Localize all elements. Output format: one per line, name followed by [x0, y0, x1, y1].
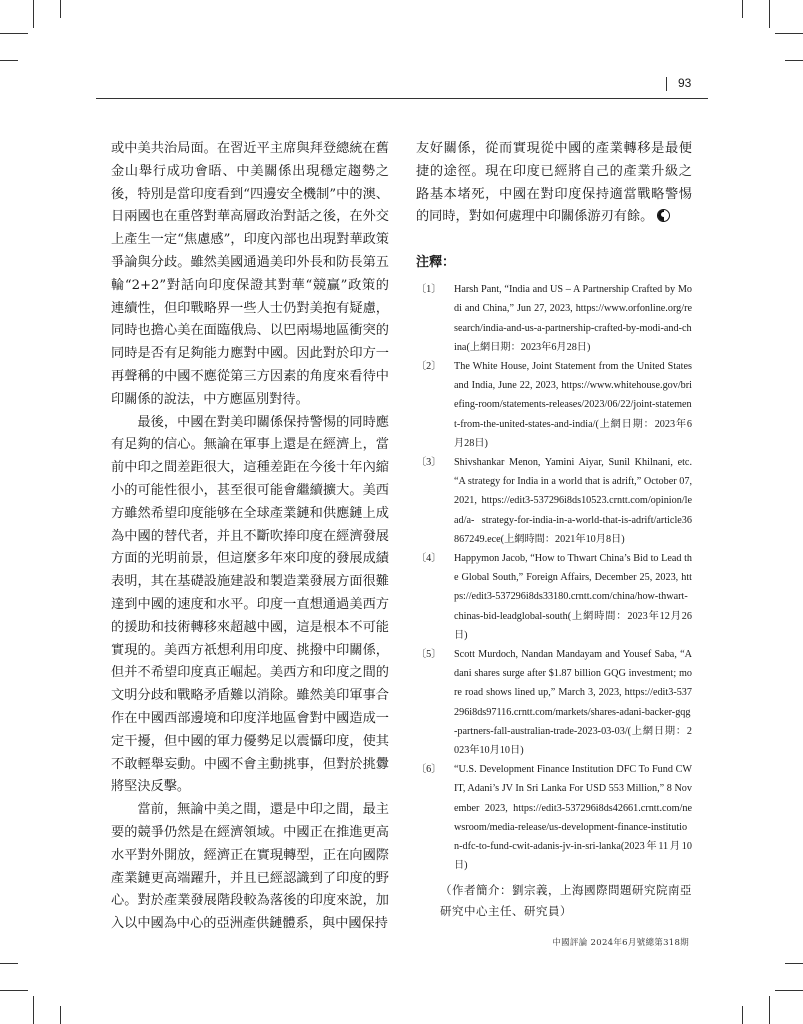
crop-mark: [775, 990, 803, 991]
body-paragraph: 最後，中國在對美印關係保持警惕的同時應有足夠的信心。無論在軍事上還是在經濟上，當前中印之間差距很大，這種差距在今後十年內縮小的可能性很小，甚至很可能會繼續擴大。美西方雖然希望印度能够在全球產業鏈和供應鏈上成為中國的替代者，并且不斷吹捧印度在經濟發展方面的光明前景，但這麼多年來印度的發展成績表明，其在基礎設施建設和製造業發展方面很難達到中國的速度和水平。印度一直想通過美西方的援助和技術轉移來超越中國，這是根本不可能實現的。美西方祇想利用印度、挑撥中印關係，但并不希望印度真正崛起。美西方和印度之間的文明分歧和戰略矛盾難以消除。雖然美印軍事合作在中國西部邊境和印度洋地區會對中國造成一定干擾，但中國的軍力優勢足以震懾印度，使其不敢輕舉妄動。中國不會主動挑事，但對於挑釁將堅決反擊。: [111, 414, 389, 795]
page-number: 93: [678, 76, 692, 90]
header-rule: [96, 98, 708, 99]
left-column: [111, 138, 389, 936]
footnote-number: 〔6〕: [416, 764, 442, 776]
footnote-number: 〔5〕: [416, 649, 442, 661]
crop-mark: [0, 33, 28, 34]
crop-mark: [769, 996, 770, 1024]
body-paragraph: [416, 138, 692, 229]
crop-mark: [742, 1006, 743, 1024]
continuation-text: 友好關係，從而實現從中國的產業轉移是最便捷的途徑。現在印度已經將自己的產業升級之路基本堵死，中國在對印度保持適當戰略警惕的同時，對如何處理中印關係游刃有餘。: [416, 141, 692, 225]
crop-mark: [785, 963, 803, 964]
crop-mark: [60, 0, 61, 18]
author-bio: （作者簡介：劉宗義，上海國際問題研究院南亞研究中心主任、研究員）: [440, 883, 692, 918]
crop-mark: [775, 33, 803, 34]
body-paragraph: 當前，無論中美之間，還是中印之間，最主要的競爭仍然是在經濟領域。中國正在推進更高水平對外開放，經濟正在實現轉型，正在向國際產業鏈更高端躍升，并且已經認識到了印度的野心。對於產業發展階段較為落後的印度來說，加入以中國為中心的亞洲產供鏈體系，與中國保持: [111, 802, 389, 932]
footnote-text: Happymon Jacob, “How to Thwart China’s Bid to Lead the Global South,” Foreign Affairs, December 25, 2023, https://edit3-537296i8ds33180.crntt.com/china/how-thwart-chinas-bid-leadglobal-south(上網時間：2023年12月26日): [454, 553, 692, 641]
crop-mark: [60, 1006, 61, 1024]
crop-mark: [33, 996, 34, 1024]
footnote-text: Harsh Pant, “India and US – A Partnership Crafted by Modi and China,” Jun 27, 2023, https://www.orfonline.org/research/india-and-us-a-partnership-crafted-by-modi-and-china(上網日期：2023年6月28日): [454, 284, 692, 353]
footnote: [416, 760, 692, 875]
crop-mark: [0, 990, 28, 991]
footnote: [416, 280, 692, 357]
footnote-text: Shivshankar Menon, Yamini Aiyar, Sunil Khilnani, etc. “A strategy for India in a world that is adrift,” October 07, 2021, https://edit3-537296i8ds10523.crntt.com/opinion/lead/a- strategy-for-india-in-a-world-that-is-adrift/article36867249.ece(上網時間：2021年10月8日): [454, 457, 692, 545]
crop-mark: [785, 60, 803, 61]
footnote-text: Scott Murdoch, Nandan Mandayam and Yousef Saba, “Adani shares surge after $1.87 billion GQG investment; more road shows lined up,” March 3, 2023, https://edit3-537296i8ds97116.crntt.com/markets/shares-adani-backer-gqg-partners-fall-australian-trade-2023-03-03/(上網日期：2023年10月10日): [454, 649, 692, 757]
footnote: [416, 549, 692, 645]
journal-footer: 中國評論 2024年6月號總第318期: [552, 938, 689, 948]
right-column: [416, 138, 692, 875]
footnote: [416, 357, 692, 453]
crop-mark: [769, 0, 770, 28]
crop-mark: [33, 0, 34, 28]
footnote: [416, 645, 692, 760]
footnote-text: “U.S. Development Finance Institution DFC To Fund CWIT, Adani’s JV In Sri Lanka For USD 553 Million,” 8 November 2023, https://edit3-537296i8ds42661.crntt.com/newsroom/media-release/us-development-finance-institution-dfc-to-fund-cwit-adanis-jv-in-sri-lanka(2023年11月10日): [454, 764, 692, 872]
page-number-divider: [666, 77, 667, 91]
footnote: [416, 453, 692, 549]
body-paragraph: 或中美共治局面。在習近平主席與拜登總統在舊金山舉行成功會晤、中美關係出現穩定趨勢之後，特別是當印度看到“四邊安全機制”中的澳、日兩國也在重啓對華高層政治對話之後，在外交上產生一定“焦慮感”，印度內部也出現對華政策爭論與分歧。雖然美國通過美印外長和防長第五輪“2+2”對話向印度保證其對華“競贏”政策的連續性，但印戰略界一些人士仍對美抱有疑慮，同時也擔心美在面臨俄烏、以巴兩場地區衝突的同時是否有足夠能力應對中國。因此對於印方一再聲稱的中國不應從第三方因素的角度來看待中印關係的說法，中方應區別對待。: [111, 141, 389, 407]
end-mark-icon: [657, 209, 670, 222]
footnote-number: 〔1〕: [416, 284, 442, 296]
footnote-number: 〔4〕: [416, 553, 442, 565]
crop-mark: [742, 0, 743, 18]
footnote-number: 〔2〕: [416, 361, 442, 372]
footnote-text: The White House, Joint Statement from the United States and India, June 22, 2023, https://www.whitehouse.gov/briefing-room/statements-releases/2023/06/22/joint-statement-from-the-united-states-and-india/(上網日期：2023年6月28日): [454, 361, 692, 449]
footnote-number: 〔3〕: [416, 457, 442, 469]
notes-heading: 注釋：: [416, 255, 456, 271]
crop-mark: [0, 963, 18, 964]
crop-mark: [0, 60, 18, 61]
